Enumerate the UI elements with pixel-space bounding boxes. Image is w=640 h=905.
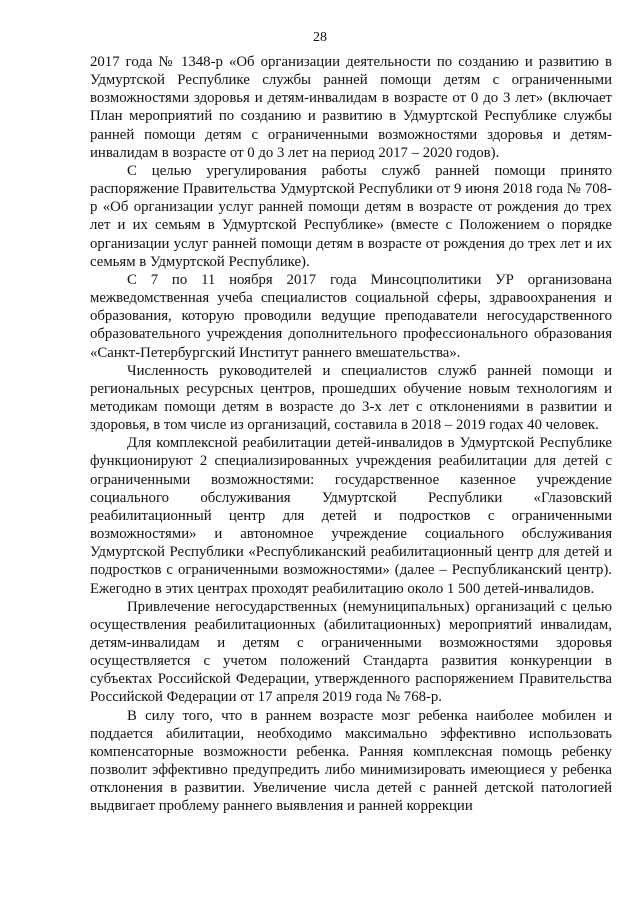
- paragraph-interagency-training: С 7 по 11 ноября 2017 года Минсоцполитики УР организована межведомственная учеба специалистов социальной сферы, здравоохранения и образования, которую проводили ведущие преподаватели негосударственного образовательного учреждения дополнительного профессионального образования «Санкт-Петербургский Институт раннего вмешательства».: [90, 271, 612, 361]
- paragraph-early-help-regulation: С целью урегулирования работы служб ранней помощи принято распоряжение Правительства Удмуртской Республики от 9 июня 2018 года № 708-р «Об организации услуг ранней помощи детям в возрасте от рождения до трех лет и их семьям в Удмуртской Республике» (вместе с Положением о порядке организации услуг ранней помощи детям в возрасте от рождения до трех лет и их семьям в Удмуртской Республике).: [90, 162, 612, 270]
- paragraph-trained-specialists: Численность руководителей и специалистов служб ранней помощи и региональных ресурсных центров, прошедших обучение новым технологиям и методикам помощи детям в возрасте до 3-х лет с отклонениями в развитии и здоровья, в том числе из организаций, составила в 2018 – 2019 годах 40 человек.: [90, 362, 612, 434]
- paragraph-order-reference: 2017 года № 1348-р «Об организации деятельности по созданию и развитию в Удмуртской Республике службы ранней помощи детям с ограниченными возможностями здоровья и детям-инвалидам в возрасте от 0 до 3 лет» (включает План мероприятий по созданию и развитию в Удмуртской Республике службы ранней помощи детям с ограниченными возможностями здоровья и детям-инвалидам в возрасте от 0 до 3 лет на период 2017 – 2020 годов).: [90, 54, 612, 161]
- paragraph-early-age-habilitation: В силу того, что в раннем возрасте мозг ребенка наиболее мобилен и поддается абилитации, необходимо максимально эффективно использовать компенсаторные возможности ребенка. Ранняя комплексная помощь ребенку позволит эффективно предупредить либо минимизировать имеющиеся у ребенка отклонения в развитии. Увеличение числа детей с ранней детской патологией выдвигает проблему раннего выявления и ранней коррекции: [90, 707, 612, 815]
- body-text: [90, 53, 612, 816]
- page-number: 28: [313, 30, 327, 45]
- paragraph-non-state-organizations: Привлечение негосударственных (немуниципальных) организаций с целью осуществления реабилитационных (абилитационных) мероприятий инвалидам, детям-инвалидам и детям с ограниченными возможностями здоровья осуществляется с учетом положений Стандарта развития конкуренции в субъектах Российской Федерации, утвержденного распоряжением Правительства Российской Федерации от 17 апреля 2019 года № 768-р.: [90, 598, 612, 706]
- paragraph-rehabilitation-centers: Для комплексной реабилитации детей-инвалидов в Удмуртской Республике функционируют 2 специализированных учреждения реабилитации для детей с ограниченными возможностями: государственное казенное учреждение социального обслуживания Удмуртской Республики «Глазовский реабилитационный центр для детей и подростков с ограниченными возможностями» и автономное учреждение социального обслуживания Удмуртской Республики «Республиканский реабилитационный центр для детей и подростков с ограниченными возможностями» (далее – Республиканский центр). Ежегодно в этих центрах проходят реабилитацию около 1 500 детей-инвалидов.: [90, 435, 612, 597]
